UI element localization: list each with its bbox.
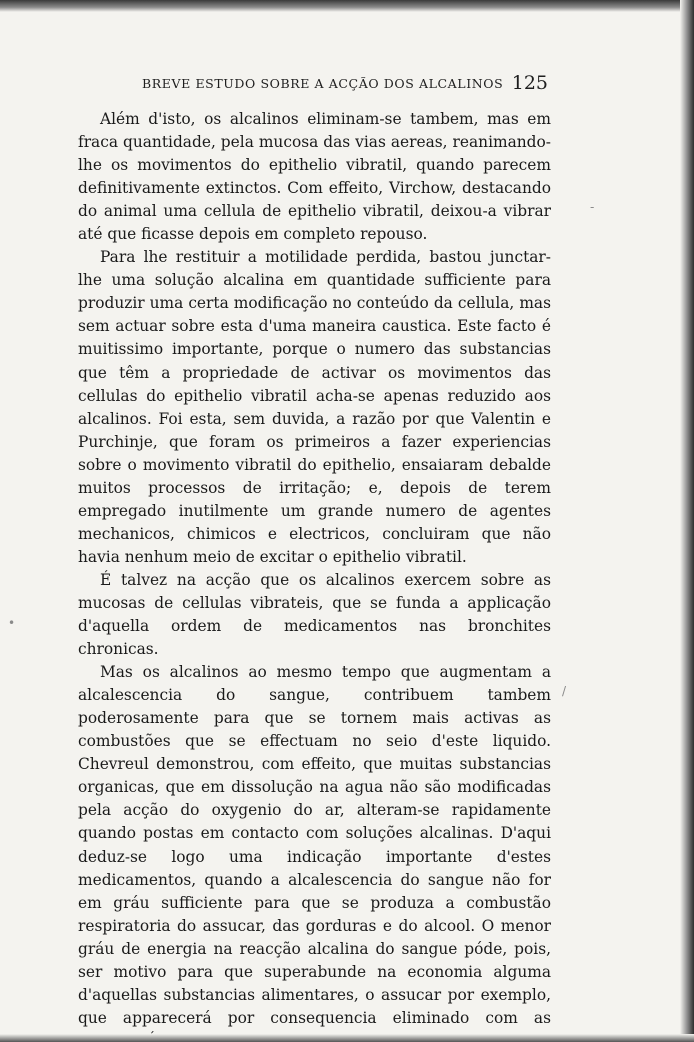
margin-dash-mark: - [590, 200, 595, 214]
paragraph-1: Além d'isto, os alcalinos eliminam-se tambem, mas em fraca quantidade, pela mucosa das vias aereas, reanimando-lhe os movimentos do epithelio vibratil, quando parecem definitivamente extinctos. Com effeito, Virchow, destacando do animal uma cellula de epithelio vibratil, deixou-a vibrar até que ficasse depois em completo repouso. [78, 110, 551, 244]
page-body [78, 108, 551, 1042]
margin-slash-mark: / [562, 684, 567, 698]
page-right-shadow [680, 0, 694, 1042]
page-header [78, 72, 548, 98]
paragraph-4: Mas os alcalinos ao mesmo tempo que augmentam a alcalescencia do sangue, contribuem tambem poderosamente para que se tornem mais activas as combustões que se effectuam no seio d'este liquido. Chevreul demonstrou, com effeito, que muitas substancias organicas, que em dissolução na agua não são modificadas pela acção do oxygenio do ar, alteram-se rapidamente quando postas em contacto com soluções alcalinas. D'aqui deduz-se logo uma indicação importante d'estes medicamentos, quando a alcalescencia do sangue não for em gráu sufficiente para que se produza a combustão respiratoria do assucar, das gorduras e do alcool. O menor gráu de energia na reacção alcalina do sangue póde, pois, ser motivo para que superabunde na economia alguma d'aquellas substancias alimentares, o assucar por exemplo, que apparecerá por consequencia eliminado com as [78, 663, 551, 1027]
margin-dot-mark: • [8, 616, 16, 630]
paragraph-2: Para lhe restituir a motilidade perdida, bastou junctar-lhe uma solução alcalina em quantidade sufficiente para produzir uma certa modificação no conteúdo da cellula, mas sem actuar sobre esta d'uma maneira caustica. Este facto é muitissimo importante, porque o numero das substancias que têm a propriedade de activar os movimentos das cellulas do epithelio vibratil acha-se apenas reduzido aos alcalinos. Foi esta, sem duvida, a razão por que Valentin e Purchinje, que foram os primeiros a fazer experiencias sobre o movimento vibratil do epithelio, ensaiaram debalde muitos processos de irritação; e, depois de terem empregado inutilmente um grande numero de agentes mechanicos, chimicos e electricos, concluiram que não havia nenhum meio de excitar o epithelio vibratil. [78, 248, 551, 566]
page-number: 125 [511, 72, 548, 94]
page-bottom-shadow [0, 1034, 694, 1042]
page-top-shadow [0, 0, 694, 12]
paragraph-3: É talvez na acção que os alcalinos exercem sobre as mucosas de cellulas vibrateis, que se funda a applicação d'aquella ordem de medicamentos nas bronchites chronicas. [78, 570, 551, 659]
running-title: BREVE ESTUDO SOBRE A ACÇÃO DOS ALCALINOS [142, 76, 504, 91]
